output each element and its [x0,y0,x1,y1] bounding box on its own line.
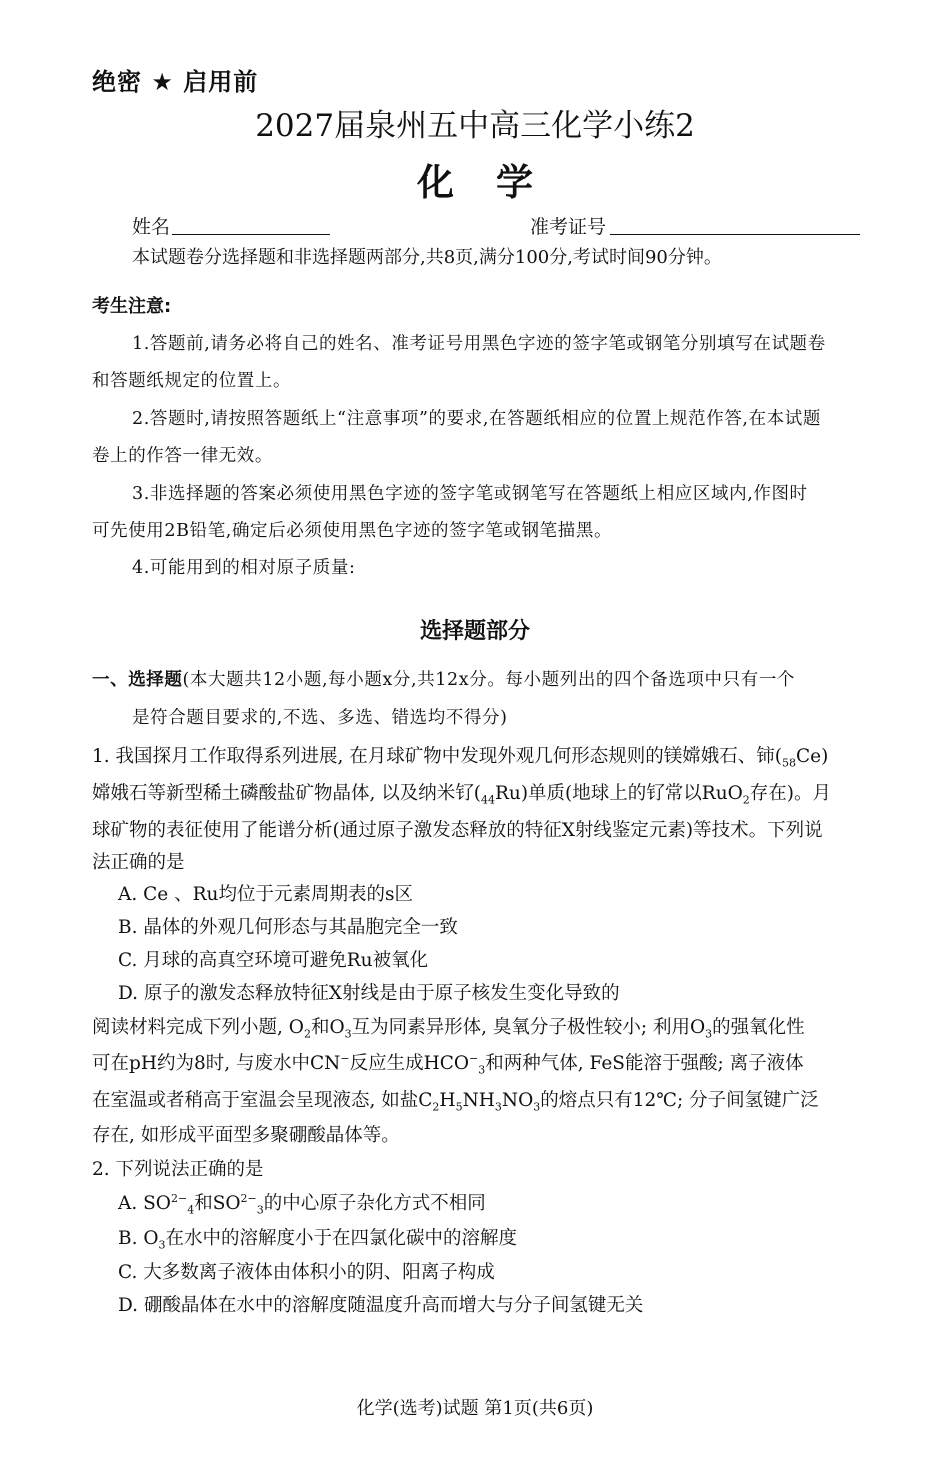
exam-number-label: 准考证号 [530,216,607,238]
reading-line-2: 可在pH约为8时, 与废水中CN−反应生成$HCO^-_3$和两种气体, FeS能溶于强酸; 离子液体 [92,1051,804,1077]
question-1-option-b: B. 晶体的外观几何形态与其晶胞完全一致 [118,917,458,938]
part-description: (本大题共12小题,每小题x分,共12x分。每小题列出的四个备选项中只有一个 [182,670,796,690]
question-2-option-c: C. 大多数离子液体由体积小的阴、阳离子构成 [118,1262,495,1283]
notice-item-4: 4.可能用到的相对原子质量: [132,558,356,578]
part-label: 一、选择题 [92,670,183,690]
notice-item-3-line2: 可先使用2B铅笔,确定后必须使用黑色字迹的签字笔或钢笔描黑。 [92,521,613,541]
notice-item-2-line1: 2.答题时,请按照答题纸上“注意事项”的要求,在答题纸相应的位置上规范作答,在本试题 [132,409,821,429]
part-description-2: 是符合题目要求的,不选、多选、错选均不得分) [132,708,508,728]
reading-line-1: 阅读材料完成下列小题, $O_2$和$O_3$互为同素异形体, 臭氧分子极性较小; 利用$O_3$的强氧化性 [92,1017,805,1041]
question-2-stem: 2. 下列说法正确的是 [92,1159,264,1180]
reading-line-3: 在室温或者稍高于室温会呈现液态, 如盐$C_2H_5NH_3NO_3$的熔点只有12℃; 分子间氢键广泛 [92,1090,819,1114]
page-footer: 化学(选考)试题 第1页(共6页) [356,1398,594,1419]
question-2-option-a: A. $SO^{2-}_4$和$SO^{2-}_3$的中心原子杂化方式不相同 [118,1191,486,1217]
part-heading [92,666,795,691]
intro-text: 本试题卷分选择题和非选择题两部分,共8页,满分100分,考试时间90分钟。 [132,247,722,268]
question-2-option-d: D. 硼酸晶体在水中的溶解度随温度升高而增大与分子间氢键无关 [118,1295,644,1316]
name-field[interactable] [172,234,330,235]
exam-title: 2027届泉州五中高三化学小练2 [255,108,695,144]
question-1-line3: 球矿物的表征使用了能谱分析(通过原子激发态释放的特征X射线鉴定元素)等技术。下列说 [92,820,823,841]
reading-line-4: 存在, 如形成平面型多聚硼酸晶体等。 [92,1125,400,1146]
subject-title: 化学 [417,161,575,204]
name-label: 姓名 [132,216,171,238]
notice-item-3-line1: 3.非选择题的答案必须使用黑色字迹的签字笔或钢笔写在答题纸上相应区域内,作图时 [132,484,808,504]
question-1-line4: 法正确的是 [92,852,185,873]
notice-item-1-line1: 1.答题前,请务必将自己的姓名、准考证号用黑色字迹的签字笔或钢笔分别填写在试题卷 [132,334,826,354]
notice-title: 考生注意: [92,296,172,317]
confidential-label: 绝密 ★ 启用前 [92,68,259,96]
notice-item-1-line2: 和答题纸规定的位置上。 [92,371,292,391]
question-2-option-b: B. $O_3$在水中的溶解度小于在四氯化碳中的溶解度 [118,1228,518,1252]
question-1-option-c: C. 月球的高真空环境可避免Ru被氧化 [118,950,429,971]
exam-number-field[interactable] [610,234,860,235]
section-title: 选择题部分 [419,619,530,644]
notice-item-2-line2: 卷上的作答一律无效。 [92,446,273,466]
question-1-line1: 1. 我国探月工作取得系列进展, 在月球矿物中发现外观几何形态规则的镁嫦娥石、铈$(_{58}Ce)$ [92,746,829,770]
question-1-option-d: D. 原子的激发态释放特征X射线是由于原子核发生变化导致的 [118,983,620,1004]
question-1-option-a: A. Ce 、Ru均位于元素周期表的s区 [118,884,413,905]
question-1-line2: 嫦娥石等新型稀土磷酸盐矿物晶体, 以及纳米钌$(_{44}Ru)$单质(地球上的钌常以RuO$_2$存在)。月 [92,783,831,807]
